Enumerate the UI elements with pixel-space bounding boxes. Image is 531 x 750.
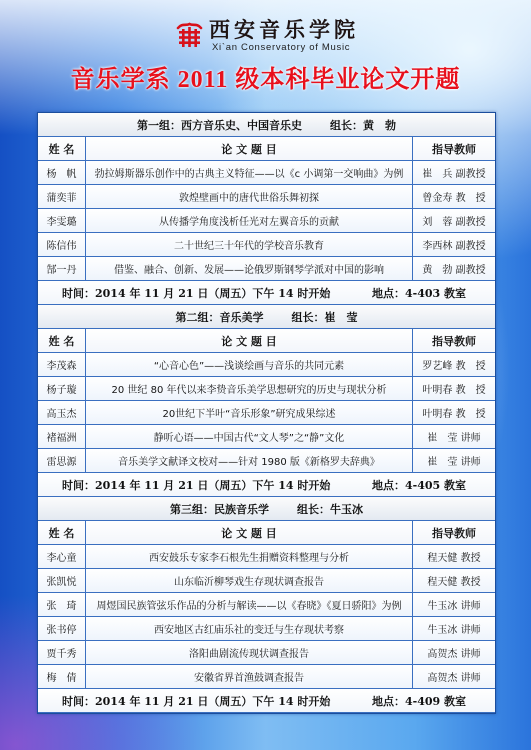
schedule-row	[38, 281, 495, 305]
thesis-topic: “心音心色”——浅谈绘画与音乐的共同元素	[86, 353, 413, 376]
conservatory-emblem-icon	[176, 21, 203, 49]
student-name: 李茂森	[38, 353, 86, 376]
table-row	[38, 617, 495, 641]
column-header-name: 姓 名	[38, 521, 86, 544]
thesis-topic: 二十世纪三十年代的学校音乐教育	[86, 233, 413, 256]
column-header-row	[38, 137, 495, 161]
table-row	[38, 449, 495, 473]
group-2-section	[38, 305, 495, 497]
group-heading: 第一组：西方音乐史、中国音乐史	[137, 118, 302, 132]
schedule-time: 时间：2014 年 11 月 21 日（周五）下午 14 时开始	[62, 694, 331, 708]
advisor: 牛玉冰 讲师	[413, 617, 495, 640]
group-3-section	[38, 497, 495, 713]
table-row	[38, 161, 495, 185]
column-header-advisor: 指导教师	[413, 521, 495, 544]
student-name: 梅 倩	[38, 665, 86, 688]
column-header-name: 姓 名	[38, 329, 86, 352]
advisor: 罗艺峰 教 授	[413, 353, 495, 376]
thesis-topic: 敦煌壁画中的唐代世俗乐舞初探	[86, 185, 413, 208]
advisor: 牛玉冰 讲师	[413, 593, 495, 616]
thesis-topic: 20世纪下半叶“音乐形象”研究成果综述	[86, 401, 413, 424]
thesis-topic: 音乐美学文献译文校对——针对 1980 版《新格罗夫辞典》	[86, 449, 413, 472]
table-row	[38, 233, 495, 257]
column-header-topic: 论 文 题 目	[86, 137, 413, 160]
advisor: 崔 兵 副教授	[413, 161, 495, 184]
table-row	[38, 185, 495, 209]
advisor: 程天健 教授	[413, 545, 495, 568]
group-heading-row	[38, 497, 495, 521]
group-heading: 第三组：民族音乐学	[170, 502, 269, 516]
group-1-section	[38, 113, 495, 305]
table-row	[38, 641, 495, 665]
group-heading-row	[38, 305, 495, 329]
schedule-row	[38, 689, 495, 713]
table-row	[38, 569, 495, 593]
group-heading: 第二组：音乐美学	[175, 310, 264, 324]
schedule-location: 地点：4-409 教室	[371, 694, 466, 708]
advisor: 李西林 副教授	[413, 233, 495, 256]
student-name: 陈信伟	[38, 233, 86, 256]
thesis-schedule-table	[37, 112, 496, 714]
thesis-topic: 勃拉姆斯器乐创作中的古典主义特征——以《c 小调第一交响曲》为例	[86, 161, 413, 184]
advisor: 刘 蓉 副教授	[413, 209, 495, 232]
student-name: 张书停	[38, 617, 86, 640]
column-header-row	[38, 329, 495, 353]
group-leader: 组长：崔 莹	[291, 310, 358, 324]
thesis-topic: 山东临沂柳琴戏生存现状调查报告	[86, 569, 413, 592]
column-header-topic: 论 文 题 目	[86, 521, 413, 544]
table-row	[38, 665, 495, 689]
group-heading-row	[38, 113, 495, 137]
table-row	[38, 593, 495, 617]
schedule-row	[38, 473, 495, 497]
advisor: 高贺杰 讲师	[413, 665, 495, 688]
advisor: 程天健 教授	[413, 569, 495, 592]
institution-name-english: Xi`an Conservatory of Music	[212, 42, 351, 53]
thesis-topic: 静听心语——中国古代“文人琴”之“静”文化	[86, 425, 413, 448]
student-name: 郜一丹	[38, 257, 86, 280]
thesis-topic: 20 世纪 80 年代以来李贽音乐美学思想研究的历史与现状分析	[86, 377, 413, 400]
schedule-time: 时间：2014 年 11 月 21 日（周五）下午 14 时开始	[62, 286, 331, 300]
table-row	[38, 377, 495, 401]
table-row	[38, 401, 495, 425]
group-leader: 组长：牛玉冰	[297, 502, 363, 516]
student-name: 贾千秀	[38, 641, 86, 664]
institution-name: 西安音乐学院	[209, 17, 359, 42]
column-header-row	[38, 521, 495, 545]
thesis-topic: 从传播学角度浅析任光对左翼音乐的贡献	[86, 209, 413, 232]
advisor: 曾金寿 教 授	[413, 185, 495, 208]
thesis-topic: 借鉴、融合、创新、发展——论俄罗斯钢琴学派对中国的影响	[86, 257, 413, 280]
column-header-advisor: 指导教师	[413, 329, 495, 352]
table-row	[38, 545, 495, 569]
schedule-location: 地点：4-403 教室	[371, 286, 466, 300]
column-header-advisor: 指导教师	[413, 137, 495, 160]
thesis-topic: 西安地区古红庙乐社的变迁与生存现状考察	[86, 617, 413, 640]
thesis-topic: 周煜国民族管弦乐作品的分析与解读——以《春晓》《夏日骄阳》为例	[86, 593, 413, 616]
thesis-topic: 安徽省界首渔鼓调查报告	[86, 665, 413, 688]
schedule-location: 地点：4-405 教室	[371, 478, 466, 492]
column-header-topic: 论 文 题 目	[86, 329, 413, 352]
table-row	[38, 209, 495, 233]
student-name: 蒲奕菲	[38, 185, 86, 208]
advisor: 崔 莹 讲师	[413, 425, 495, 448]
student-name: 李心童	[38, 545, 86, 568]
table-row	[38, 353, 495, 377]
student-name: 褚福洲	[38, 425, 86, 448]
group-leader: 组长：黄 勃	[330, 118, 396, 132]
table-row	[38, 425, 495, 449]
page-title: 音乐学系 2011 级本科毕业论文开题	[70, 67, 461, 93]
advisor: 高贺杰 讲师	[413, 641, 495, 664]
table-row	[38, 257, 495, 281]
student-name: 张凯悦	[38, 569, 86, 592]
schedule-time: 时间：2014 年 11 月 21 日（周五）下午 14 时开始	[62, 478, 331, 492]
student-name: 杨子璇	[38, 377, 86, 400]
student-name: 李雯璐	[38, 209, 86, 232]
advisor: 叶明春 教 授	[413, 377, 495, 400]
student-name: 雷思源	[38, 449, 86, 472]
student-name: 杨 帆	[38, 161, 86, 184]
student-name: 张 琦	[38, 593, 86, 616]
student-name: 高玉杰	[38, 401, 86, 424]
advisor: 崔 莹 讲师	[413, 449, 495, 472]
advisor: 叶明春 教 授	[413, 401, 495, 424]
thesis-topic: 洛阳曲剧流传现状调查报告	[86, 641, 413, 664]
thesis-topic: 西安鼓乐专家李石根先生捐赠资料整理与分析	[86, 545, 413, 568]
advisor: 黄 勃 副教授	[413, 257, 495, 280]
column-header-name: 姓 名	[38, 137, 86, 160]
